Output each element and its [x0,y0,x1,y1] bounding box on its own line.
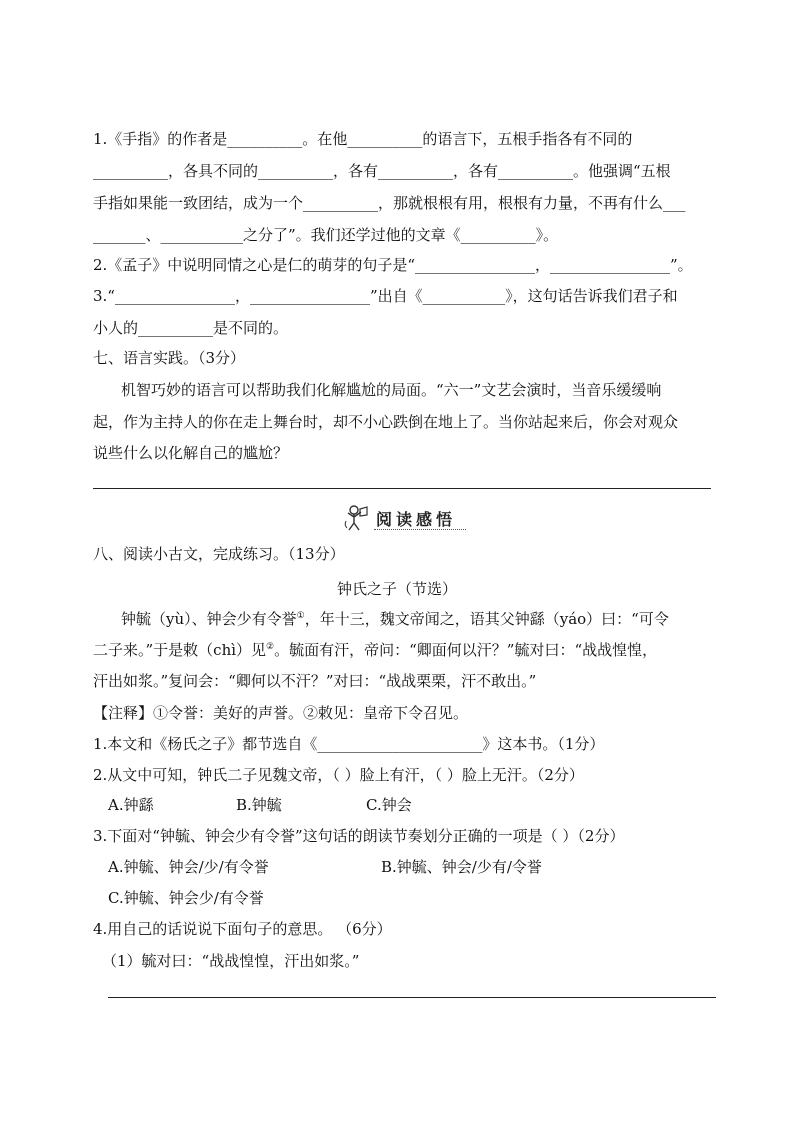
passage-line-1-b: ，年十三，魏文帝闻之，语其父钟繇（yáo）曰：“可令 [304,610,669,628]
footnote-ref-1: ① [296,611,305,621]
passage-line-2-a: 二子来。”于是敕（chì）见 [93,641,267,659]
q3-line-1: 3.“________________，________________”出自《___________》，这句话告诉我们君子和 [93,287,678,305]
section7-paragraph-line-3: 说些什么以化解自己的尴尬？ [93,444,289,462]
s8-q3-option-a[interactable]: A.钟毓、钟会/少/有令誉 [108,858,269,876]
passage-line-3: 汗出如浆。”复问会：“卿何以不汗？”对曰：“战战栗栗，汗不敢出。” [93,672,537,690]
s8-q1: 1.本文和《杨氏之子》都节选自《______________________》这本书。（1分） [93,735,605,753]
reading-figure-icon [342,503,372,533]
passage-line-2 [93,640,657,660]
annotation-note: 【注释】①令誉：美好的声誉。②敕见：皇帝下令召见。 [93,704,469,722]
passage-title: 钟氏之子（节选） [336,580,457,598]
s8-q4: 4.用自己的话说说下面句子的意思。 （6分） [93,920,392,938]
banner-underline [374,529,466,530]
q3-line-2: 小人的__________是不同的。 [93,319,289,337]
section8-heading: 八、阅读小古文，完成练习。（13分） [93,545,345,563]
section7-paragraph-line-1: 机智巧妙的语言可以帮助我们化解尴尬的局面。“六一”文艺会演时，当音乐缓缓响 [121,381,662,399]
q1-line-4: _______、___________之分了”。我们还学过他的文章《__________》。 [93,226,559,244]
passage-line-1-a: 钟毓（yù）、钟会少有令誉 [121,610,297,628]
s8-q3-option-b[interactable]: B.钟毓、钟会/少有/令誉 [381,858,542,876]
footnote-ref-2: ② [266,642,275,652]
s8-q3-option-c[interactable]: C.钟毓、钟会少/有令誉 [108,889,264,907]
section7-heading: 七、语言实践。（3分） [93,349,246,367]
passage-line-1 [121,609,669,629]
s8-q3: 3.下面对“钟毓、钟会少有令誉”这句话的朗读节奏划分正确的一项是（ ）（2分） [93,827,625,845]
q2-line: 2.《孟子》中说明同情之心是仁的萌芽的句子是“________________，________________”。 [93,256,693,274]
s8-q4-sub1: （1）毓对曰：“战战惶惶，汗出如浆。” [102,952,360,970]
q1-line-1: 1.《手指》的作者是__________。在他__________的语言下，五根手指各有不同的 [93,130,633,148]
banner-label: 阅读感悟 [376,510,457,529]
s8-q2-option-a[interactable]: A.钟繇 [108,796,154,814]
answer-line-section7[interactable] [93,488,711,489]
s8-q2: 2.从文中可知，钟氏二子见魏文帝，（ ）脸上有汗，（ ）脸上无汗。（2分） [93,766,584,784]
s8-q2-option-c[interactable]: C.钟会 [366,796,412,814]
reading-section-banner [340,503,470,533]
section7-paragraph-line-2: 起，作为主持人的你在走上舞台时，却不小心跌倒在地上了。当你站起来后，你会对观众 [93,413,679,431]
passage-line-2-b: 。毓面有汗，帝问：“卿面何以汗？”毓对曰：“战战惶惶， [274,641,658,659]
answer-line-q4-1[interactable] [108,997,716,998]
s8-q2-option-b[interactable]: B.钟毓 [236,796,282,814]
q1-line-2: __________，各具不同的__________，各有__________，各有__________。他强调“五根 [93,162,671,180]
q1-line-3: 手指如果能一致团结，成为一个__________，那就根根有用，根根有力量，不再有什么___ [93,194,686,212]
